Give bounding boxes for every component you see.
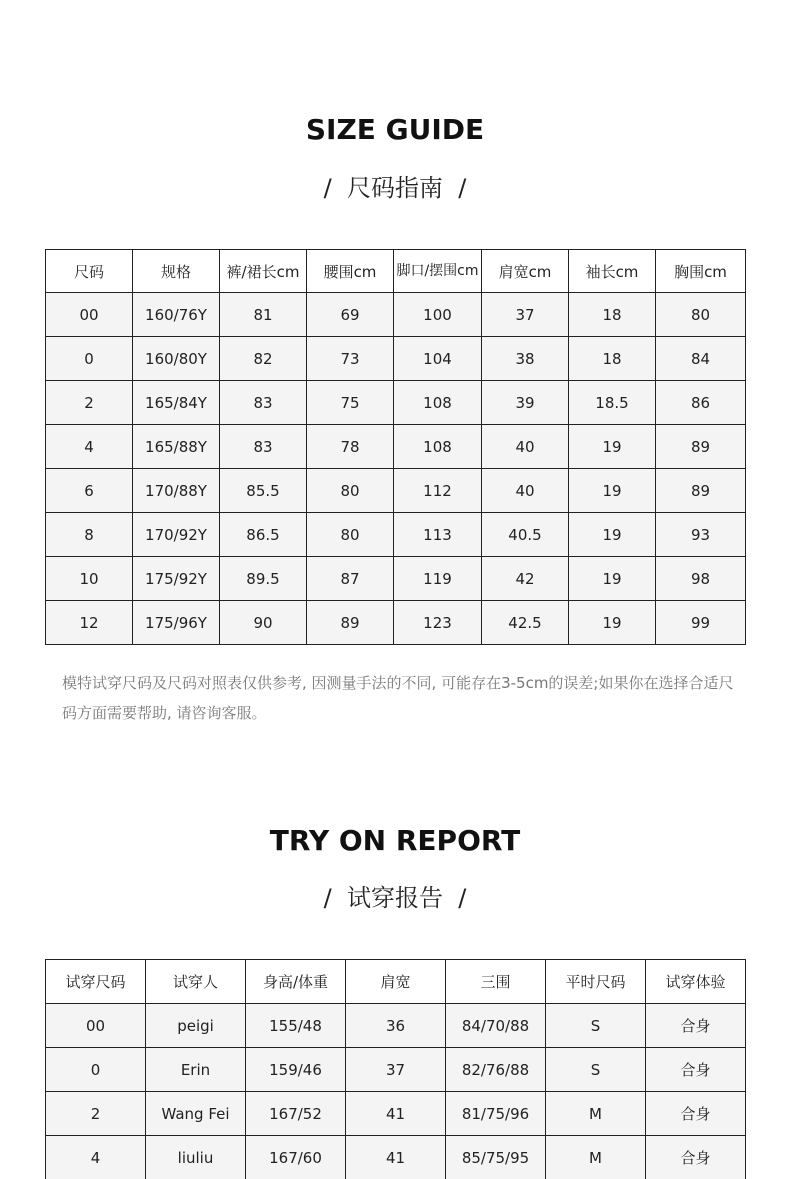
try-on-report-subtitle: / 试穿报告 / (323, 884, 467, 912)
size-guide-note: 模特试穿尺码及尺码对照表仅供参考, 因测量手法的不同, 可能存在3-5cm的误差;如果你在选择合适尺码方面需要帮助, 请咨询客服。 (62, 674, 734, 722)
size-guide-cell: 89 (307, 601, 394, 645)
size-guide-cell: 78 (307, 425, 394, 469)
try-on-cell: 155/48 (246, 1004, 346, 1048)
size-guide-cell: 42.5 (482, 601, 569, 645)
size-guide-cell: 81 (220, 293, 307, 337)
try-on-header-cell: 试穿尺码 (46, 960, 146, 1004)
size-guide-cell: 19 (569, 469, 656, 513)
size-guide-cell: 84 (656, 337, 746, 381)
size-guide-cell: 86.5 (220, 513, 307, 557)
try-on-cell: 合身 (646, 1048, 746, 1092)
try-on-cell: 167/52 (246, 1092, 346, 1136)
size-guide-cell: 40 (482, 469, 569, 513)
size-guide-cell: 19 (569, 425, 656, 469)
size-guide-header-cell: 袖长cm (569, 250, 656, 293)
size-guide-header-cell: 肩宽cm (482, 250, 569, 293)
size-guide-cell: 108 (394, 425, 482, 469)
size-guide-cell: 119 (394, 557, 482, 601)
try-on-header-cell: 肩宽 (346, 960, 446, 1004)
try-on-cell: S (546, 1004, 646, 1048)
try-on-cell: 84/70/88 (446, 1004, 546, 1048)
try-on-cell: S (546, 1048, 646, 1092)
try-on-cell: 81/75/96 (446, 1092, 546, 1136)
size-guide-cell: 00 (46, 293, 133, 337)
try-on-cell: Erin (146, 1048, 246, 1092)
size-guide-cell: 175/92Y (133, 557, 220, 601)
size-guide-cell: 18 (569, 337, 656, 381)
try-on-cell: 0 (46, 1048, 146, 1092)
size-guide-cell: 83 (220, 381, 307, 425)
try-on-cell: 85/75/95 (446, 1136, 546, 1179)
try-on-header-row (46, 960, 746, 1004)
size-guide-table (45, 249, 746, 645)
size-guide-title: SIZE GUIDE (305, 113, 485, 146)
try-on-cell: peigi (146, 1004, 246, 1048)
try-on-cell: 合身 (646, 1136, 746, 1179)
size-guide-cell: 69 (307, 293, 394, 337)
size-guide-cell: 123 (394, 601, 482, 645)
size-guide-cell: 160/76Y (133, 293, 220, 337)
size-guide-header-row (46, 250, 746, 293)
size-guide-cell: 89.5 (220, 557, 307, 601)
size-guide-cell: 4 (46, 425, 133, 469)
try-on-header-cell: 平时尺码 (546, 960, 646, 1004)
size-guide-cell: 108 (394, 381, 482, 425)
size-guide-cell: 113 (394, 513, 482, 557)
try-on-cell: 合身 (646, 1092, 746, 1136)
try-on-header-cell: 身高/体重 (246, 960, 346, 1004)
size-guide-cell: 82 (220, 337, 307, 381)
size-guide-cell: 8 (46, 513, 133, 557)
size-guide-header-cell: 裤/裙长cm (220, 250, 307, 293)
size-guide-cell: 42 (482, 557, 569, 601)
size-guide-cell: 37 (482, 293, 569, 337)
size-guide-cell: 38 (482, 337, 569, 381)
try-on-row (46, 1048, 746, 1092)
size-guide-cell: 170/88Y (133, 469, 220, 513)
size-guide-cell: 104 (394, 337, 482, 381)
size-guide-cell: 165/84Y (133, 381, 220, 425)
size-guide-cell: 73 (307, 337, 394, 381)
size-guide-row (46, 337, 746, 381)
size-guide-cell: 87 (307, 557, 394, 601)
size-guide-header-cell: 规格 (133, 250, 220, 293)
size-guide-cell: 83 (220, 425, 307, 469)
size-guide-cell: 40 (482, 425, 569, 469)
size-guide-cell: 112 (394, 469, 482, 513)
size-guide-cell: 19 (569, 601, 656, 645)
size-guide-cell: 175/96Y (133, 601, 220, 645)
size-guide-row (46, 425, 746, 469)
size-guide-cell: 80 (307, 513, 394, 557)
size-guide-header-cell: 胸围cm (656, 250, 746, 293)
size-guide-cell: 0 (46, 337, 133, 381)
try-on-header-cell: 三围 (446, 960, 546, 1004)
try-on-cell: M (546, 1136, 646, 1179)
try-on-cell: 41 (346, 1136, 446, 1179)
try-on-cell: 41 (346, 1092, 446, 1136)
try-on-row (46, 1004, 746, 1048)
try-on-cell: 合身 (646, 1004, 746, 1048)
try-on-cell: 00 (46, 1004, 146, 1048)
size-guide-header-cell: 尺码 (46, 250, 133, 293)
size-guide-cell: 19 (569, 513, 656, 557)
size-guide-cell: 165/88Y (133, 425, 220, 469)
try-on-cell: 159/46 (246, 1048, 346, 1092)
size-guide-cell: 12 (46, 601, 133, 645)
size-guide-cell: 18 (569, 293, 656, 337)
size-guide-cell: 40.5 (482, 513, 569, 557)
size-guide-cell: 160/80Y (133, 337, 220, 381)
size-guide-cell: 19 (569, 557, 656, 601)
size-guide-cell: 98 (656, 557, 746, 601)
try-on-row (46, 1092, 746, 1136)
try-on-cell: 4 (46, 1136, 146, 1179)
size-guide-header-cell: 脚口/摆围cm (394, 250, 482, 293)
size-guide-cell: 93 (656, 513, 746, 557)
size-guide-row (46, 601, 746, 645)
try-on-cell: 82/76/88 (446, 1048, 546, 1092)
size-guide-row (46, 293, 746, 337)
size-guide-cell: 89 (656, 469, 746, 513)
size-guide-row (46, 513, 746, 557)
size-guide-cell: 86 (656, 381, 746, 425)
size-guide-row (46, 381, 746, 425)
size-guide-cell: 170/92Y (133, 513, 220, 557)
size-guide-cell: 39 (482, 381, 569, 425)
try-on-row (46, 1136, 746, 1179)
size-guide-cell: 99 (656, 601, 746, 645)
size-guide-cell: 80 (656, 293, 746, 337)
try-on-header-cell: 试穿人 (146, 960, 246, 1004)
size-guide-cell: 90 (220, 601, 307, 645)
size-guide-cell: 100 (394, 293, 482, 337)
try-on-report-title: TRY ON REPORT (269, 824, 521, 857)
size-guide-cell: 85.5 (220, 469, 307, 513)
try-on-report-table (45, 959, 746, 1179)
size-guide-header-cell: 腰围cm (307, 250, 394, 293)
size-guide-cell: 89 (656, 425, 746, 469)
try-on-cell: 36 (346, 1004, 446, 1048)
size-guide-subtitle: / 尺码指南 / (323, 174, 467, 202)
size-guide-row (46, 469, 746, 513)
try-on-cell: 37 (346, 1048, 446, 1092)
try-on-cell: 167/60 (246, 1136, 346, 1179)
try-on-cell: 2 (46, 1092, 146, 1136)
try-on-cell: M (546, 1092, 646, 1136)
size-guide-cell: 10 (46, 557, 133, 601)
size-guide-cell: 80 (307, 469, 394, 513)
size-guide-cell: 6 (46, 469, 133, 513)
try-on-cell: liuliu (146, 1136, 246, 1179)
try-on-header-cell: 试穿体验 (646, 960, 746, 1004)
size-guide-cell: 2 (46, 381, 133, 425)
size-guide-cell: 18.5 (569, 381, 656, 425)
size-guide-row (46, 557, 746, 601)
size-guide-cell: 75 (307, 381, 394, 425)
try-on-cell: Wang Fei (146, 1092, 246, 1136)
